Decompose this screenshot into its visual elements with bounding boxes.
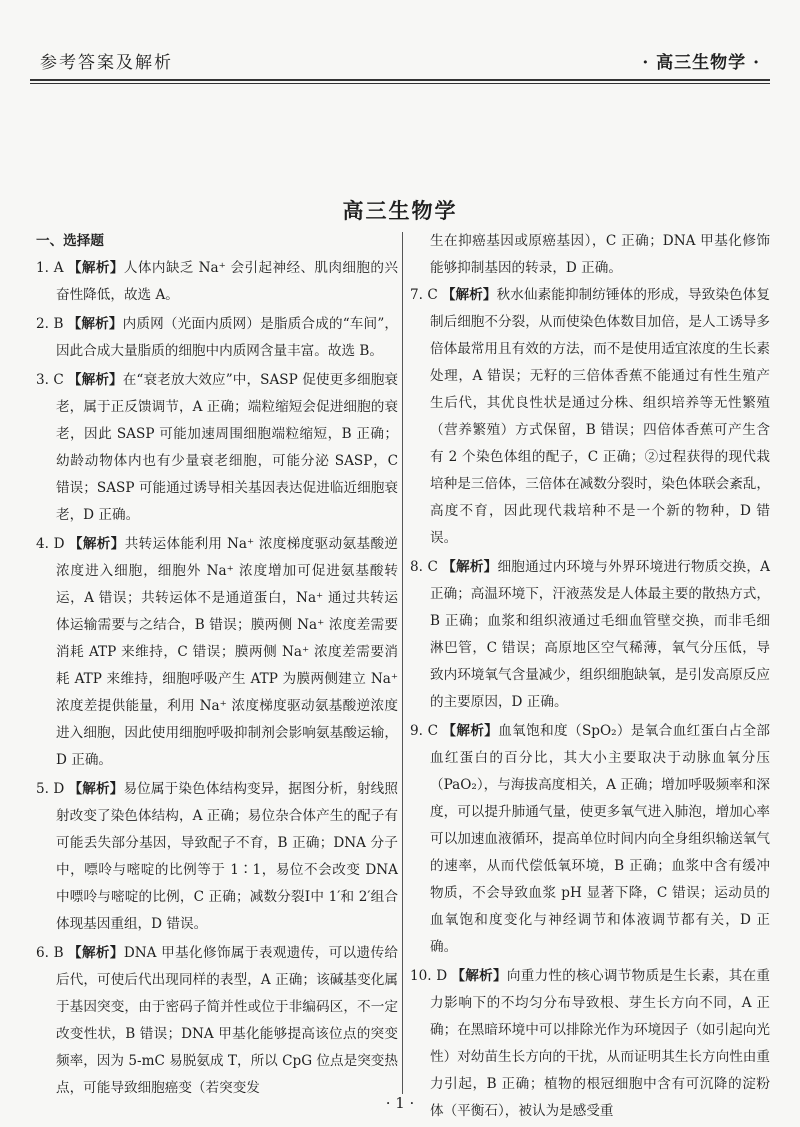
answer-number: 1. A (36, 260, 64, 276)
answer-number: 9. C (410, 723, 439, 739)
answer-item (410, 554, 770, 716)
answer-item (36, 255, 398, 309)
header-rule (30, 79, 770, 81)
answer-number: 2. B (36, 316, 64, 332)
answer-number: 6. B (36, 945, 64, 961)
answer-item (410, 282, 770, 552)
analysis-tag: 【解析】 (451, 968, 507, 984)
column-divider (402, 232, 403, 1094)
left-question-list (36, 255, 398, 1102)
header-left-text: 参考答案及解析 (40, 53, 173, 73)
right-column (410, 228, 770, 1127)
analysis-text: 内质网（光面内质网）是脂质合成的“车间”，因此合成大量脂质的细胞中内质网含量丰富。故选 B。 (56, 316, 399, 359)
page-title: 高三生物学 (342, 198, 458, 223)
answer-number: 8. C (410, 559, 438, 575)
analysis-tag: 【解析】 (442, 723, 499, 739)
right-question-list (410, 282, 770, 1125)
answer-item (36, 940, 398, 1102)
analysis-text: DNA 甲基化修饰属于表观遗传，可以遗传给后代，可使后代出现同样的表型，A 正确；该碱基变化属于基因突变，由于密码子简并性或位于非编码区，不一定改变性状，B 错误；DNA 甲基化能够提高该位点的突变频率，因为 5-mC 易脱氨成 T，所以 CpG 位点是突变热点，可能导致细胞癌变（若突变发 (56, 945, 399, 1096)
analysis-tag: 【解析】 (441, 287, 497, 303)
analysis-tag: 【解析】 (67, 260, 124, 276)
answer-number: 4. D (36, 536, 65, 552)
analysis-tag: 【解析】 (67, 316, 123, 332)
analysis-text: 易位属于染色体结构变异，据图分析，射线照射改变了染色体结构，A 正确；易位杂合体产生的配子有可能丢失部分基因，导致配子不育，B 正确；DNA 分子中，嘌呤与嘧啶的比例等于 1∶1，易位不会改变 DNA 中嘌呤与嘧啶的比例，C 正确；减数分裂Ⅰ中 1′和 2′组合体现基因重组，D 错误。 (56, 781, 399, 932)
answer-number: 7. C (410, 287, 438, 303)
analysis-text: 人体内缺乏 Na⁺ 会引起神经、肌肉细胞的兴奋性降低，故选 A。 (56, 260, 398, 303)
answer-number: 10. D (410, 968, 448, 984)
answer-number: 3. C (36, 372, 64, 388)
section-heading: 一、选择题 (36, 233, 104, 249)
analysis-tag: 【解析】 (67, 372, 123, 388)
analysis-text: 秋水仙素能抑制纺锤体的形成，导致染色体复制后细胞不分裂，从而使染色体数目加倍，是人工诱导多倍体最常用且有效的方法，而不是使用适宜浓度的生长素处理，A 错误；无籽的三倍体香蕉不能通过有性生殖产生后代，其优良性状是通过分株、组织培养等无性繁殖（营养繁殖）方式保留，B 错误；四倍体香蕉可产生含有 2 个染色体组的配子，C 正确；②过程获得的现代栽培种是三倍体，三倍体在减数分裂时，染色体联会紊乱，高度不育，因此现代栽培种不是一个新的物种，D 错误。 (430, 287, 771, 546)
analysis-text: 共转运体能利用 Na⁺ 浓度梯度驱动氨基酸逆浓度进入细胞，细胞外 Na⁺ 浓度增加可促进氨基酸转运，A 错误；共转运体不是通道蛋白，Na⁺ 通过共转运体运输需要与之结合，B 错误；膜两侧 Na⁺ 浓度差需要消耗 ATP 来维持，C 错误；膜两侧 Na⁺ 浓度差需要消耗 ATP 来维持，细胞呼吸产生 ATP 为膜两侧建立 Na⁺ 浓度差提供能量，利用 Na⁺ 浓度梯度驱动氨基酸逆浓度进入细胞，因此使用细胞呼吸抑制剂会影响氨基酸运输，D 正确。 (56, 536, 398, 768)
analysis-tag: 【解析】 (441, 559, 498, 575)
analysis-text: 向重力性的核心调节物质是生长素，其在重力影响下的不均匀分布导致根、芽生长方向不同，A 正确；在黑暗环境中可以排除光作为环境因子（如引起向光性）对幼苗生长方向的干扰，从而证明其生长方向性由重力引起，B 正确；植物的根冠细胞中含有可沉降的淀粉体（平衡石），被认为是感受重 (430, 968, 770, 1119)
answer-item (36, 531, 398, 774)
right-continuation-text: 生在抑癌基因或原癌基因），C 正确；DNA 甲基化修饰能够抑制基因的转录，D 正确。 (430, 233, 770, 276)
answer-item (36, 776, 398, 938)
answer-item (36, 367, 398, 529)
answer-number: 5. D (36, 781, 65, 797)
analysis-tag: 【解析】 (68, 536, 125, 552)
answer-item (36, 311, 398, 365)
analysis-text: 血氧饱和度（SpO₂）是氧合血红蛋白占全部血红蛋白的百分比，其大小主要取决于动脉血氧分压（PaO₂），与海拔高度相关，A 正确；增加呼吸频率和深度，可以提升肺通气量，使更多氧气进入肺泡，增加心率可以加速血液循环，提高单位时间内向全身组织输送氧气的速率，从而代偿低氧环境，B 正确；血浆中含有缓冲物质，不会导致血浆 pH 显著下降，C 错误；运动员的血氧饱和度变化与神经调节和体液调节都有关，D 正确。 (430, 723, 771, 955)
header-rule-thin (30, 83, 770, 84)
analysis-text: 在“衰老放大效应”中，SASP 促使更多细胞衰老，属于正反馈调节，A 正确；端粒缩短会促进细胞的衰老，因此 SASP 可能加速周围细胞端粒缩短，B 正确；幼龄动物体内也有少量衰老细胞，可能分泌 SASP，C 错误；SASP 可能通过诱导相关基因表达促进临近细胞衰老，D 正确。 (56, 372, 398, 523)
header-right-text: · 高三生物学 · (642, 53, 760, 73)
analysis-tag: 【解析】 (67, 945, 124, 961)
answer-item (410, 718, 770, 961)
left-column (36, 228, 398, 1104)
analysis-text: 细胞通过内环境与外界环境进行物质交换，A 正确；高温环境下，汗液蒸发是人体最主要的散热方式，B 正确；血浆和组织液通过毛细血管壁交换，而非毛细淋巴管，C 错误；高原地区空气稀薄，氧气分压低，导致内环境氧气含量减少，组织细胞缺氧，是引发高原反应的主要原因，D 正确。 (430, 559, 770, 710)
analysis-tag: 【解析】 (68, 781, 124, 797)
page-number: · 1 · (385, 1094, 415, 1112)
